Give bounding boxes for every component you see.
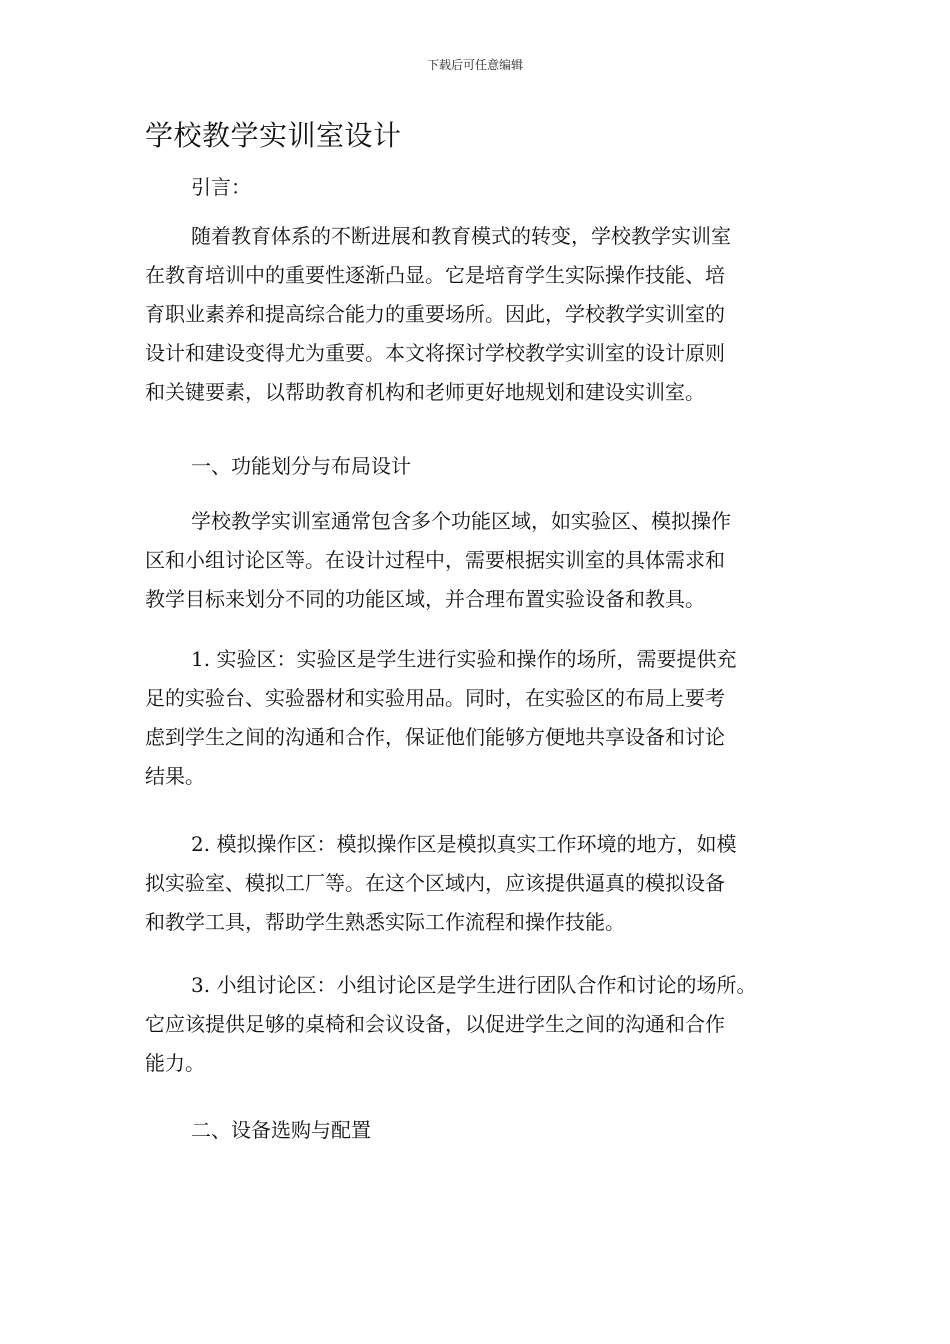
paragraph-line: 育职业素养和提高综合能力的重要场所。因此，学校教学实训室的 [145,302,725,326]
list-item-1 [145,640,736,796]
paragraph-line: 3. 小组讨论区：小组讨论区是学生进行团队合作和讨论的场所。 [191,973,757,997]
paragraph-line: 1. 实验区：实验区是学生进行实验和操作的场所，需要提供充 [191,647,737,671]
list-item-2 [145,825,736,942]
paragraph-line: 它应该提供足够的桌椅和会议设备，以促进学生之间的沟通和合作 [145,1012,725,1036]
paragraph-line: 教学目标来划分不同的功能区域，并合理布置实验设备和教具。 [145,587,705,611]
page-header: 下载后可任意编辑 [426,58,523,72]
section-heading-text: 一、功能划分与布局设计 [191,454,411,478]
paragraph-line: 虑到学生之间的沟通和合作，保证他们能够方便地共享设备和讨论 [145,725,725,749]
paragraph-line: 随着教育体系的不断进展和教育模式的转变，学校教学实训室 [191,224,731,248]
intro-paragraph [145,217,731,412]
list-item-3 [145,966,756,1083]
paragraph-line: 区和小组讨论区等。在设计过程中，需要根据实训室的具体需求和 [145,548,725,572]
paragraph-line: 学校教学实训室通常包含多个功能区域，如实验区、模拟操作 [191,509,731,533]
section1-heading [145,447,411,486]
section2-heading [145,1111,371,1150]
paragraph-line: 足的实验台、实验器材和实验用品。同时，在实验区的布局上要考 [145,686,725,710]
paragraph-line: 拟实验室、模拟工厂等。在这个区域内，应该提供逼真的模拟设备 [145,871,725,895]
paragraph-line: 2. 模拟操作区：模拟操作区是模拟真实工作环境的地方，如模 [191,832,737,856]
paragraph-line: 设计和建设变得尤为重要。本文将探讨学校教学实训室的设计原则 [145,341,725,365]
intro-label-text: 引言： [191,175,251,199]
document-title: 学校教学实训室设计 [145,119,402,152]
paragraph-line: 和教学工具，帮助学生熟悉实际工作流程和操作技能。 [145,910,625,934]
section-heading-text: 二、设备选购与配置 [191,1118,371,1142]
paragraph-line: 在教育培训中的重要性逐渐凸显。它是培育学生实际操作技能、培 [145,263,725,287]
paragraph-line: 和关键要素，以帮助教育机构和老师更好地规划和建设实训室。 [145,380,705,404]
section1-paragraph [145,502,731,619]
intro-label [145,168,251,207]
paragraph-line: 能力。 [145,1051,205,1075]
paragraph-line: 结果。 [145,764,205,788]
